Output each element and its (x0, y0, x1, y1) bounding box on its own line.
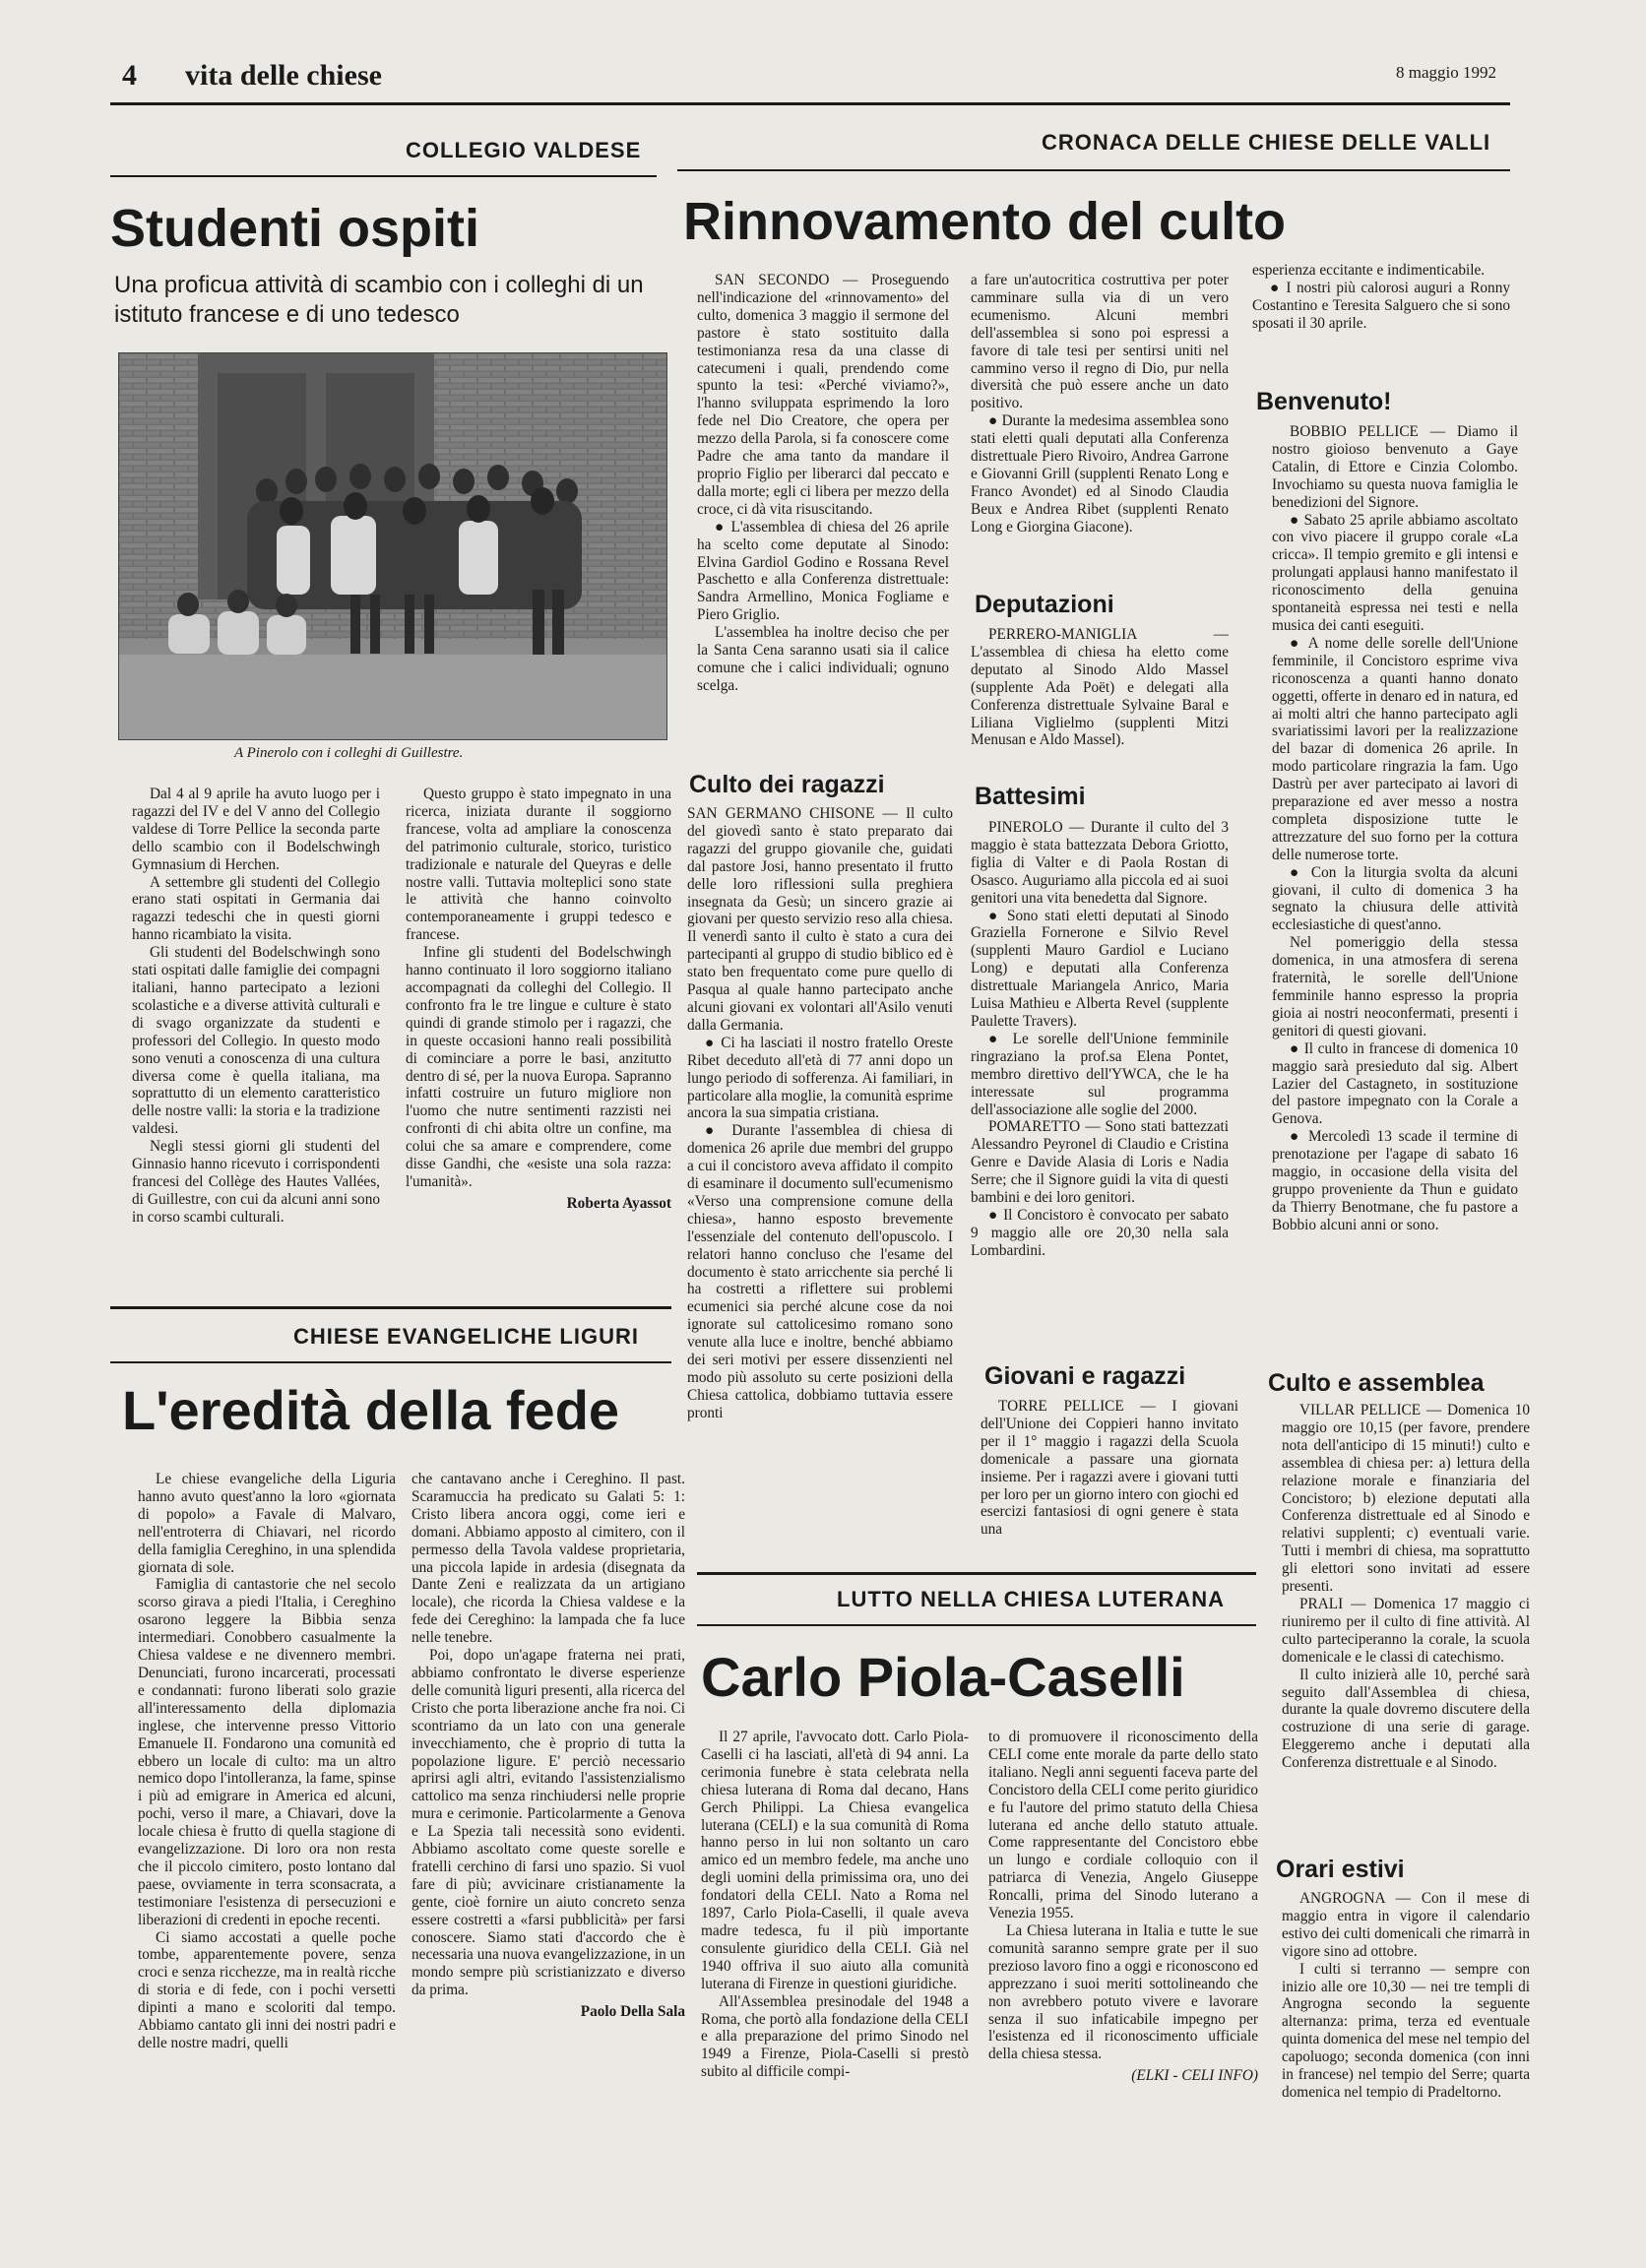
cronaca-paragraph: ● I nostri più calorosi auguri a Ronny Costantino e Teresita Salguero che si sono sposati il 30 aprile. (1252, 279, 1510, 332)
cronaca-paragraph: TORRE PELLICE — I giovani dell'Unione dei Coppieri hanno invitato per il 1° maggio i ragazzi della Scuola domenicale a passare una giornata insieme. Per i ragazzi avere i giovani tutti per loro per un giorno intero con giochi ed esercizi fantasiosi di ogni genere è stata una (981, 1398, 1238, 1539)
cronaca-paragraph: BOBBIO PELLICE — Diamo il nostro gioioso benvenuto a Gaye Catalin, di Ettore e Cinzia Colombo. Invochiamo su questa nuova famiglia le benedizioni del Signore. (1272, 423, 1518, 511)
liguri-kicker: CHIESE EVANGELICHE LIGURI (293, 1324, 639, 1349)
cronaca-paragraph: Nel pomeriggio della stessa domenica, in una atmosfera di serena fraternità, le sorelle dell'Unione femminile hanno espresso la propria gioia ai nostri neoconfermati, presenti i genitori di questi giovani. (1272, 934, 1518, 1040)
collegio-kicker-rule (110, 175, 657, 177)
cronaca-column-1 (697, 272, 949, 770)
cronaca-column-2 (971, 272, 1229, 585)
collegio-deck: Una proficua attività di scambio con i colleghi di un istituto francese e di uno tedesco (114, 272, 644, 328)
group-photo (118, 352, 667, 740)
lutto-paragraph: Il 27 aprile, l'avvocato dott. Carlo Piola-Caselli ci ha lasciati, all'età di 94 anni. La cerimonia funebre è stata celebrata nella chiesa luterana di Roma dal decano, Hans Gerch Philippi. La Chiesa evangelica luterana (CELI) e la sua comunità di Roma hanno perso in lui non soltanto un caro amico ed un membro fedele, ma anche uno degli uomini della primissima ora, uno dei fondatori della CELI. Nato a Roma nel 1897, Carlo Piola-Caselli, il quale aveva madre tedesca, fu il più importante consulente giuridico della CELI. Già nel 1940 offriva il suo aiuto alla comunità luterana di Firenze in questioni giuridiche. (701, 1729, 969, 1992)
cronaca-paragraph: ● L'assemblea di chiesa del 26 aprile ha scelto come deputate al Sinodo: Elvina Gardiol Godino e Rossana Revel Paschetto e alla Conferenza distrettuale: Sandra Armellino, Monica Fogliame e Piero Griglio. (697, 518, 949, 624)
collegio-paragraph: Dal 4 al 9 aprile ha avuto luogo per i ragazzi del IV e del V anno del Collegio valdese di Torre Pellice la seconda parte dello scambio con il Bodelschwingh Gymnasium di Herchen. (132, 786, 380, 873)
assemblea-column (1282, 1402, 1530, 1851)
cronaca-kicker-rule (677, 169, 1510, 171)
collegio-kicker: COLLEGIO VALDESE (406, 138, 642, 162)
collegio-signature: Roberta Ayassot (566, 1194, 671, 1212)
cronaca-paragraph: ● Le sorelle dell'Unione femminile ringraziano la prof.sa Elena Pontet, membro direttivo dell'YWCA, che le ha interessate sul programma dell'associazione alle soglie del 2000. (971, 1030, 1229, 1118)
cronaca-paragraph: ● Durante l'assemblea di chiesa di domenica 26 aprile due membri del gruppo a cui il concistoro aveva affidato il compito di esaminare il documento sull'ecumenismo «Verso una comprensione comune della chiesa», hanno esposto brevemente l'essenziale del contenuto dell'opuscolo. I relatori hanno concluso che l'esame del documento è stato arricchente sia perché li ha costretti a riflettere sui problemi ecumenici sia perché alcune cose da noi ignorate sul cattolicesimo romano sono venute alla luce e inoltre, benché abbiamo dei seri motivi per essere dissenzienti nel modo più assoluto su certe posizioni della Chiesa cattolica, dobbiamo tuttavia essere pronti (687, 1122, 953, 1421)
deputazioni-column (971, 626, 1229, 764)
collegio-headline: Studenti ospiti (110, 199, 479, 258)
cronaca-paragraph: L'assemblea ha inoltre deciso che per la Santa Cena saranno usati sia il calice comune che i calici individuali; ognuno scelga. (697, 624, 949, 694)
benvenuto-column (1272, 423, 1518, 1360)
lutto-kicker: LUTTO NELLA CHIESA LUTERANA (837, 1587, 1226, 1611)
lutto-column-2 (988, 1729, 1258, 2158)
newspaper-section-title: vita delle chiese (185, 59, 382, 92)
cronaca-paragraph: ● Sabato 25 aprile abbiamo ascoltato con vivo piacere il gruppo corale «La cricca». Il tempio gremito e gli intensi e prolungati applausi hanno manifestato il riconoscimento della genuina spontaneità espressa nei testi e nella musica dei canti eseguiti. (1272, 511, 1518, 634)
lutto-paragraph: All'Assemblea presinodale del 1948 a Roma, che portò alla fondazione della CELI e alla preparazione del primo Sinodo nel 1949 a Firenze, Piola-Caselli si prestò subito al difficile compi- (701, 1992, 969, 2081)
page-number: 4 (122, 59, 137, 92)
orari-subhead: Orari estivi (1276, 1856, 1405, 1883)
liguri-top-rule (110, 1306, 671, 1309)
collegio-paragraph: Questo gruppo è stato impegnato in una ricerca, iniziata durante il soggiorno francese, volta ad ampliare la conoscenza del patrimonio culturale, storico, turistico tradizionale e naturale del Queyras e delle nostre valli. Tuttavia molteplici sono state le attività che hanno coinvolto contemporaneamente i gruppi tedesco e francese. (406, 786, 671, 944)
cronaca-paragraph: ANGROGNA — Con il mese di maggio entra in vigore il calendario estivo dei culti domenicali che rimarrà in vigore sino ad ottobre. (1282, 1890, 1530, 1960)
liguri-signature: Paolo Della Sala (580, 2003, 685, 2021)
cronaca-headline: Rinnovamento del culto (683, 192, 1287, 251)
assemblea-subhead: Culto e assemblea (1268, 1369, 1485, 1397)
cronaca-paragraph: PINEROLO — Durante il culto del 3 maggio è stata battezzata Debora Griotto, figlia di Valter e di Paola Rostan di Osasco. Auguriamo alla piccola ed ai suoi genitori una vita benedetta dal Signore. (971, 819, 1229, 907)
cronaca-paragraph: esperienza eccitante e indimenticabile. (1252, 262, 1486, 279)
cronaca-paragraph: POMARETTO — Sono stati battezzati Alessandro Peyronel di Claudio e Cristina Genre e Davide Alasia di Loris e Nadia Serre; che il Signore guidi la vita di questi bambini e dei loro genitori. (971, 1118, 1229, 1207)
cronaca-paragraph: Il culto inizierà alle 10, perché sarà seguito dall'Assemblea di chiesa, durante la quale dovremo discutere della costruzione di una serie di garage. Eleggeremo anche i deputati alla Conferenza distrettuale e al Sinodo. (1282, 1666, 1530, 1772)
cronaca-paragraph: ● Durante la medesima assemblea sono stati eletti quali deputati alla Conferenza distrettuale Piero Rivoiro, Andrea Garrone e Giovanni Grill (supplenti Renato Long e Franco Avondet) ed al Sinodo Claudia Beux e Andrea Ribet (supplenti Renato Long e Giorgina Giacone). (971, 412, 1229, 536)
lutto-column-1 (701, 1729, 969, 2152)
lutto-paragraph: La Chiesa luterana in Italia e tutte le sue comunità saranno sempre grate per il suo prezioso lavoro fino a oggi e riconoscono ed apprezzano i suoi meriti sottolineando che non avrebbero potuto vivere e lavorare senza il suo infaticabile impegno per l'esistenza ed il riconoscimento ufficiale della chiesa stessa. (988, 1922, 1258, 2063)
cronaca-paragraph: ● Il culto in francese di domenica 10 maggio sarà presieduto dal sig. Albert Lazier del Castagneto, in sostituzione del pastore impegnato con la Corale a Genova. (1272, 1040, 1518, 1128)
cronaca-paragraph: I culti si terranno — sempre con inizio alle ore 10,30 — nei tre templi di Angrogna secondo la seguente alternanza: prima, terza ed eventuale quinta domenica del mese nel tempio del capoluogo; seconda domenica (con inni in francese) nel tempio del Serre; quarta domenica nel tempio di Pradeltorno. (1282, 1960, 1530, 2101)
collegio-paragraph: Infine gli studenti del Bodelschwingh hanno continuato il loro soggiorno italiano accompagnati da colleghi del Collegio. Il confronto fra le tre lingue e culture è stato quindi di grande stimolo per i ragazzi, che in queste occasioni hanno reali possibilità di cominciare a porre le basi, anzitutto dentro di sé, per la nuova Europa. Sapranno infatti costruire un futuro migliore non l'uomo che nutre sentimenti razzisti nei confronti di chi abita oltre un confine, ma colui che sa amare e comprendere, come disse Gandhi, che «esiste una sola razza: l'umanità». (406, 944, 671, 1190)
cronaca-kicker: CRONACA DELLE CHIESE DELLE VALLI (1042, 130, 1491, 155)
masthead-rule (110, 102, 1510, 105)
lutto-signature: (ELKI - CELI INFO) (1131, 2067, 1258, 2085)
battesimi-subhead: Battesimi (975, 783, 1086, 810)
collegio-column-2 (406, 786, 671, 1299)
collegio-paragraph: A settembre gli studenti del Collegio erano stati ospitati in Germania dai ragazzi tedeschi che in questi giorni hanno ricambiato la visita. (132, 873, 380, 944)
cronaca-paragraph: PERRERO-MANIGLIA — L'assemblea di chiesa ha eletto come deputato al Sinodo Aldo Massel (supplente Ada Poët) e delegati alla Conferenza distrettuale Sylvaine Baral e Liliana Viglielmo (supplenti Mitzi Menusan e Aldo Massel). (971, 626, 1229, 749)
cronaca-paragraph: ● A nome delle sorelle dell'Unione femminile, il Concistoro esprime viva riconoscenza a quanti hanno donato oggetti, offerte in denaro ed in natura, ed ai molti altri che hanno partecipato agli svariatissimi lavori per la realizzazione del bazar di domenica 26 aprile. In modo particolare ringrazia la fam. Ugo Dastrù per aver partecipato ai lavori di preparazione ed aver messo a nostra completa disposizione tutte le attrezzature del suo forno per la cottura delle numerose torte. (1272, 634, 1518, 863)
collegio-paragraph: Gli studenti del Bodelschwingh sono stati ospitati dalle famiglie dei compagni italiani, hanno partecipato a lezioni scolastiche e a diverse attività culturali e di svago organizzate da studenti e professori del Collegio. In questo modo sono venuti a conoscenza di una cultura diversa come è quella italiana, ma soprattutto di un elemento caratteristico delle nostre valli: la storia e la tradizione valdesi. (132, 944, 380, 1138)
giovani-subhead: Giovani e ragazzi (984, 1362, 1186, 1390)
lutto-kicker-rule (697, 1624, 1256, 1626)
photo-caption: A Pinerolo con i colleghi di Guillestre. (234, 745, 464, 761)
group-photo-image (119, 353, 666, 739)
liguri-paragraph: Poi, dopo un'agape fraterna nei prati, abbiamo confrontato le diverse esperienze delle comunità liguri presenti, alla ricerca del Cristo che porta liberazione anche fra noi. Ci scontriamo da un lato con una generale invecchiamento, che è proprio di tutta la popolazione ligure. E' perciò necessario aprirsi agli altri, evitando l'assistenzialismo cattolico ma senza rinchiudersi nelle proprie mura e cerimonie. Particolarmente a Genova e La Spezia tali necessità sono evidenti. Abbiamo ascoltato come queste sorelle e fratelli cerchino di farsi uno spazio. Si vuol fare di più; avvicinare cristianamente la gente, cioè fornire un aiuto concreto senza essere costretti a «farsi pubblicità» per farsi conoscere. Siamo stati d'accordo che è necessaria una nuova evangelizzazione, in un mondo sempre più scristianizzato e diverso da prima. (412, 1647, 685, 1999)
cronaca-paragraph: ● Mercoledì 13 scade il termine di prenotazione per l'agape di sabato 16 maggio, in occasione della visita del gruppo proveniente da Thun e guidato da Thierry Benotmane, che fu pastore a Bobbio alcuni anni or sono. (1272, 1128, 1518, 1233)
orari-column (1282, 1890, 1530, 2158)
liguri-paragraph: che cantavano anche i Cereghino. Il past. Scaramuccia ha predicato su Galati 5: 1: Cristo libera ancora oggi, come ieri e domani. Abbiamo apposto al cimitero, con il permesso della Tavola valdese proprietaria, una piccola lapide in ardesia (disegnata da Dante Zeni e realizzata da un artigiano locale), che ricorda la Chiesa valdese e la fede dei Cereghino: la lampada che fa luce nelle tenebre. (412, 1471, 685, 1647)
liguri-kicker-rule (110, 1361, 671, 1363)
liguri-paragraph: Ci siamo accostati a quelle poche tombe, apparentemente povere, senza croci e senza ricchezze, ma in realtà ricche di storia e di fede, con i pochi versetti dipinti a mano e scoloriti dal tempo. Abbiamo cantato gli inni dei nostri padri e delle nostre madri, quelli (138, 1928, 396, 2051)
collegio-column-1 (132, 786, 380, 1297)
liguri-paragraph: Le chiese evangeliche della Liguria hanno avuto quest'anno la loro «giornata di popolo» a Favale di Malvaro, nell'entroterra di Chiavari, nel ricordo della famiglia Cereghino, in una splendida giornata di sole. (138, 1471, 396, 1576)
benvenuto-subhead: Benvenuto! (1256, 388, 1392, 415)
cronaca-paragraph: ● Ci ha lasciati il nostro fratello Oreste Ribet deceduto all'età di 77 anni dopo un lungo periodo di sofferenza. Ai familiari, in particolare alla moglie, la comunità esprime ancora la sua simpatia cristiana. (687, 1034, 953, 1122)
cronaca-paragraph: VILLAR PELLICE — Domenica 10 maggio ore 10,15 (per favore, prendere nota dell'anticipo di 15 minuti!) culto e assemblea di chiesa per: a) lettura della relazione morale e finanziaria del Concistoro; b) elezione deputati alla Conferenza distrettuale ed al Sinodo e relativi supplenti; c) eventuali varie. Tutti i membri di chiesa, ma soprattutto gli elettori sono invitati ad essere presenti. (1282, 1402, 1530, 1596)
liguri-column-1 (138, 1471, 396, 2156)
lutto-paragraph: to di promuovere il riconoscimento della CELI come ente morale da parte dello stato italiano. Negli anni seguenti faceva parte del Concistoro della CELI come perito giuridico e fu l'autore del primo statuto della Chiesa luterana ed anche dello statuto attuale. Come rappresentante del Concistoro ebbe un lungo e cordiale colloquio con il patriarca di Venezia, Angelo Giuseppe Roncalli, prima del Sinodo luterano a Venezia 1955. (988, 1729, 1258, 1922)
cronaca-paragraph: PRALI — Domenica 17 maggio ci riuniremo per il culto di fine attività. Al culto parteciperanno la corale, la scuola domenicale e le classi di catechismo. (1282, 1595, 1530, 1666)
battesimi-column (971, 819, 1229, 1358)
ragazzi-column (687, 805, 953, 1549)
cronaca-paragraph: SAN SECONDO — Proseguendo nell'indicazione del «rinnovamento» del culto, domenica 3 maggio il sermone del pastore è stato sostituito dalla testimonianza resa da una classe di catecumeni i quali, prendendo come spunto la tesi: «Perché viviamo?», l'hanno sviluppata esprimendo la loro fede nel Dio Creatore, che opera per mezzo della Parola, si fa conoscere come Padre che ama tanto da mandare il proprio Figlio per liberarci dal peccato e dalla morte; egli ci libera per mezzo della croce, ci dà vita risuscitando. (697, 272, 949, 518)
deputazioni-subhead: Deputazioni (975, 591, 1114, 618)
cronaca-paragraph: ● Sono stati eletti deputati al Sinodo Graziella Fornerone e Silvio Revel (supplenti Mauro Gardiol e Luciano Long) e deputati alla Conferenza distrettuale Mariangela Anrico, Maria Luisa Mathieu e Alberta Revel (supplente Paulette Travers). (971, 907, 1229, 1030)
cronaca-paragraph: ● Il Concistoro è convocato per sabato 9 maggio alle ore 20,30 nella sala Lombardini. (971, 1206, 1229, 1259)
issue-date: 8 maggio 1992 (1396, 63, 1496, 82)
cronaca-paragraph: a fare un'autocritica costruttiva per poter camminare sulla via di un vero ecumenismo. Alcuni membri dell'assemblea si sono poi espressi a favore di tale tesi per sentirsi uniti nel cammino verso il regno di Dio, pur nella diversità che può essere anche un dato positivo. (971, 272, 1229, 412)
cronaca-column-3 (1252, 262, 1510, 370)
collegio-paragraph: Negli stessi giorni gli studenti del Ginnasio hanno ricevuto i corrispondenti francesi del Collège des Hautes Vallées, di Guillestre, con cui da alcuni anni sono in corso scambi culturali. (132, 1138, 380, 1226)
liguri-paragraph: Famiglia di cantastorie che nel secolo scorso girava a piedi l'Italia, i Cereghino osarono leggere la Bibbia senza intermediari. Conobbero casualmente la Chiesa valdese e ne divennero membri. Denunciati, furono incarcerati, processati e condannati: furono liberati solo grazie all'interessamento della diplomazia inglese, che intervenne presso Vittorio Emanuele II. Fondarono una comunità ed ebbero un locale di culto: ma un altro nemico dopo l'intolleranza, la fame, spinse i più ad emigrare in America ed alcuni, pochi, verso il mare, a Chiavari, dove la locale chiesa è frutto di quella stagione di evangelizzazione. Di loro ora non resta che il piccolo cimitero, posto lontano dal paese, ovviamente in terra sconsacrata, a testimoniare l'esistenza di persecuzioni e liberazioni di credenti in epoche recenti. (138, 1576, 396, 1928)
lutto-headline: Carlo Piola-Caselli (701, 1646, 1185, 1708)
giovani-column (981, 1398, 1238, 1545)
cronaca-paragraph: ● Con la liturgia svolta da alcuni giovani, il culto di domenica 3 ha segnato la chiusura delle attività ecclesiastiche di quest'anno. (1272, 863, 1518, 934)
cronaca-paragraph: SAN GERMANO CHISONE — Il culto del giovedì santo è stato preparato dai ragazzi del gruppo giovanile che, guidati dal pastore Josi, hanno presentato il frutto delle loro riflessioni sulla preghiera insegnata da Gesù; un sincero grazie ai giovani per questo servizio reso alla chiesa. Il venerdì santo il culto è stato a cura dei partecipanti al gruppo di studio biblico ed è stato ben frequentato come pure quello di Pasqua al quale hanno partecipato anche alcuni giovani ex volontari all'Asilo venuti dalla Germania. (687, 805, 953, 1034)
lutto-top-rule (697, 1572, 1256, 1575)
liguri-headline: L'eredità della fede (122, 1379, 620, 1441)
liguri-column-2 (412, 1471, 685, 2160)
ragazzi-subhead: Culto dei ragazzi (689, 771, 885, 798)
